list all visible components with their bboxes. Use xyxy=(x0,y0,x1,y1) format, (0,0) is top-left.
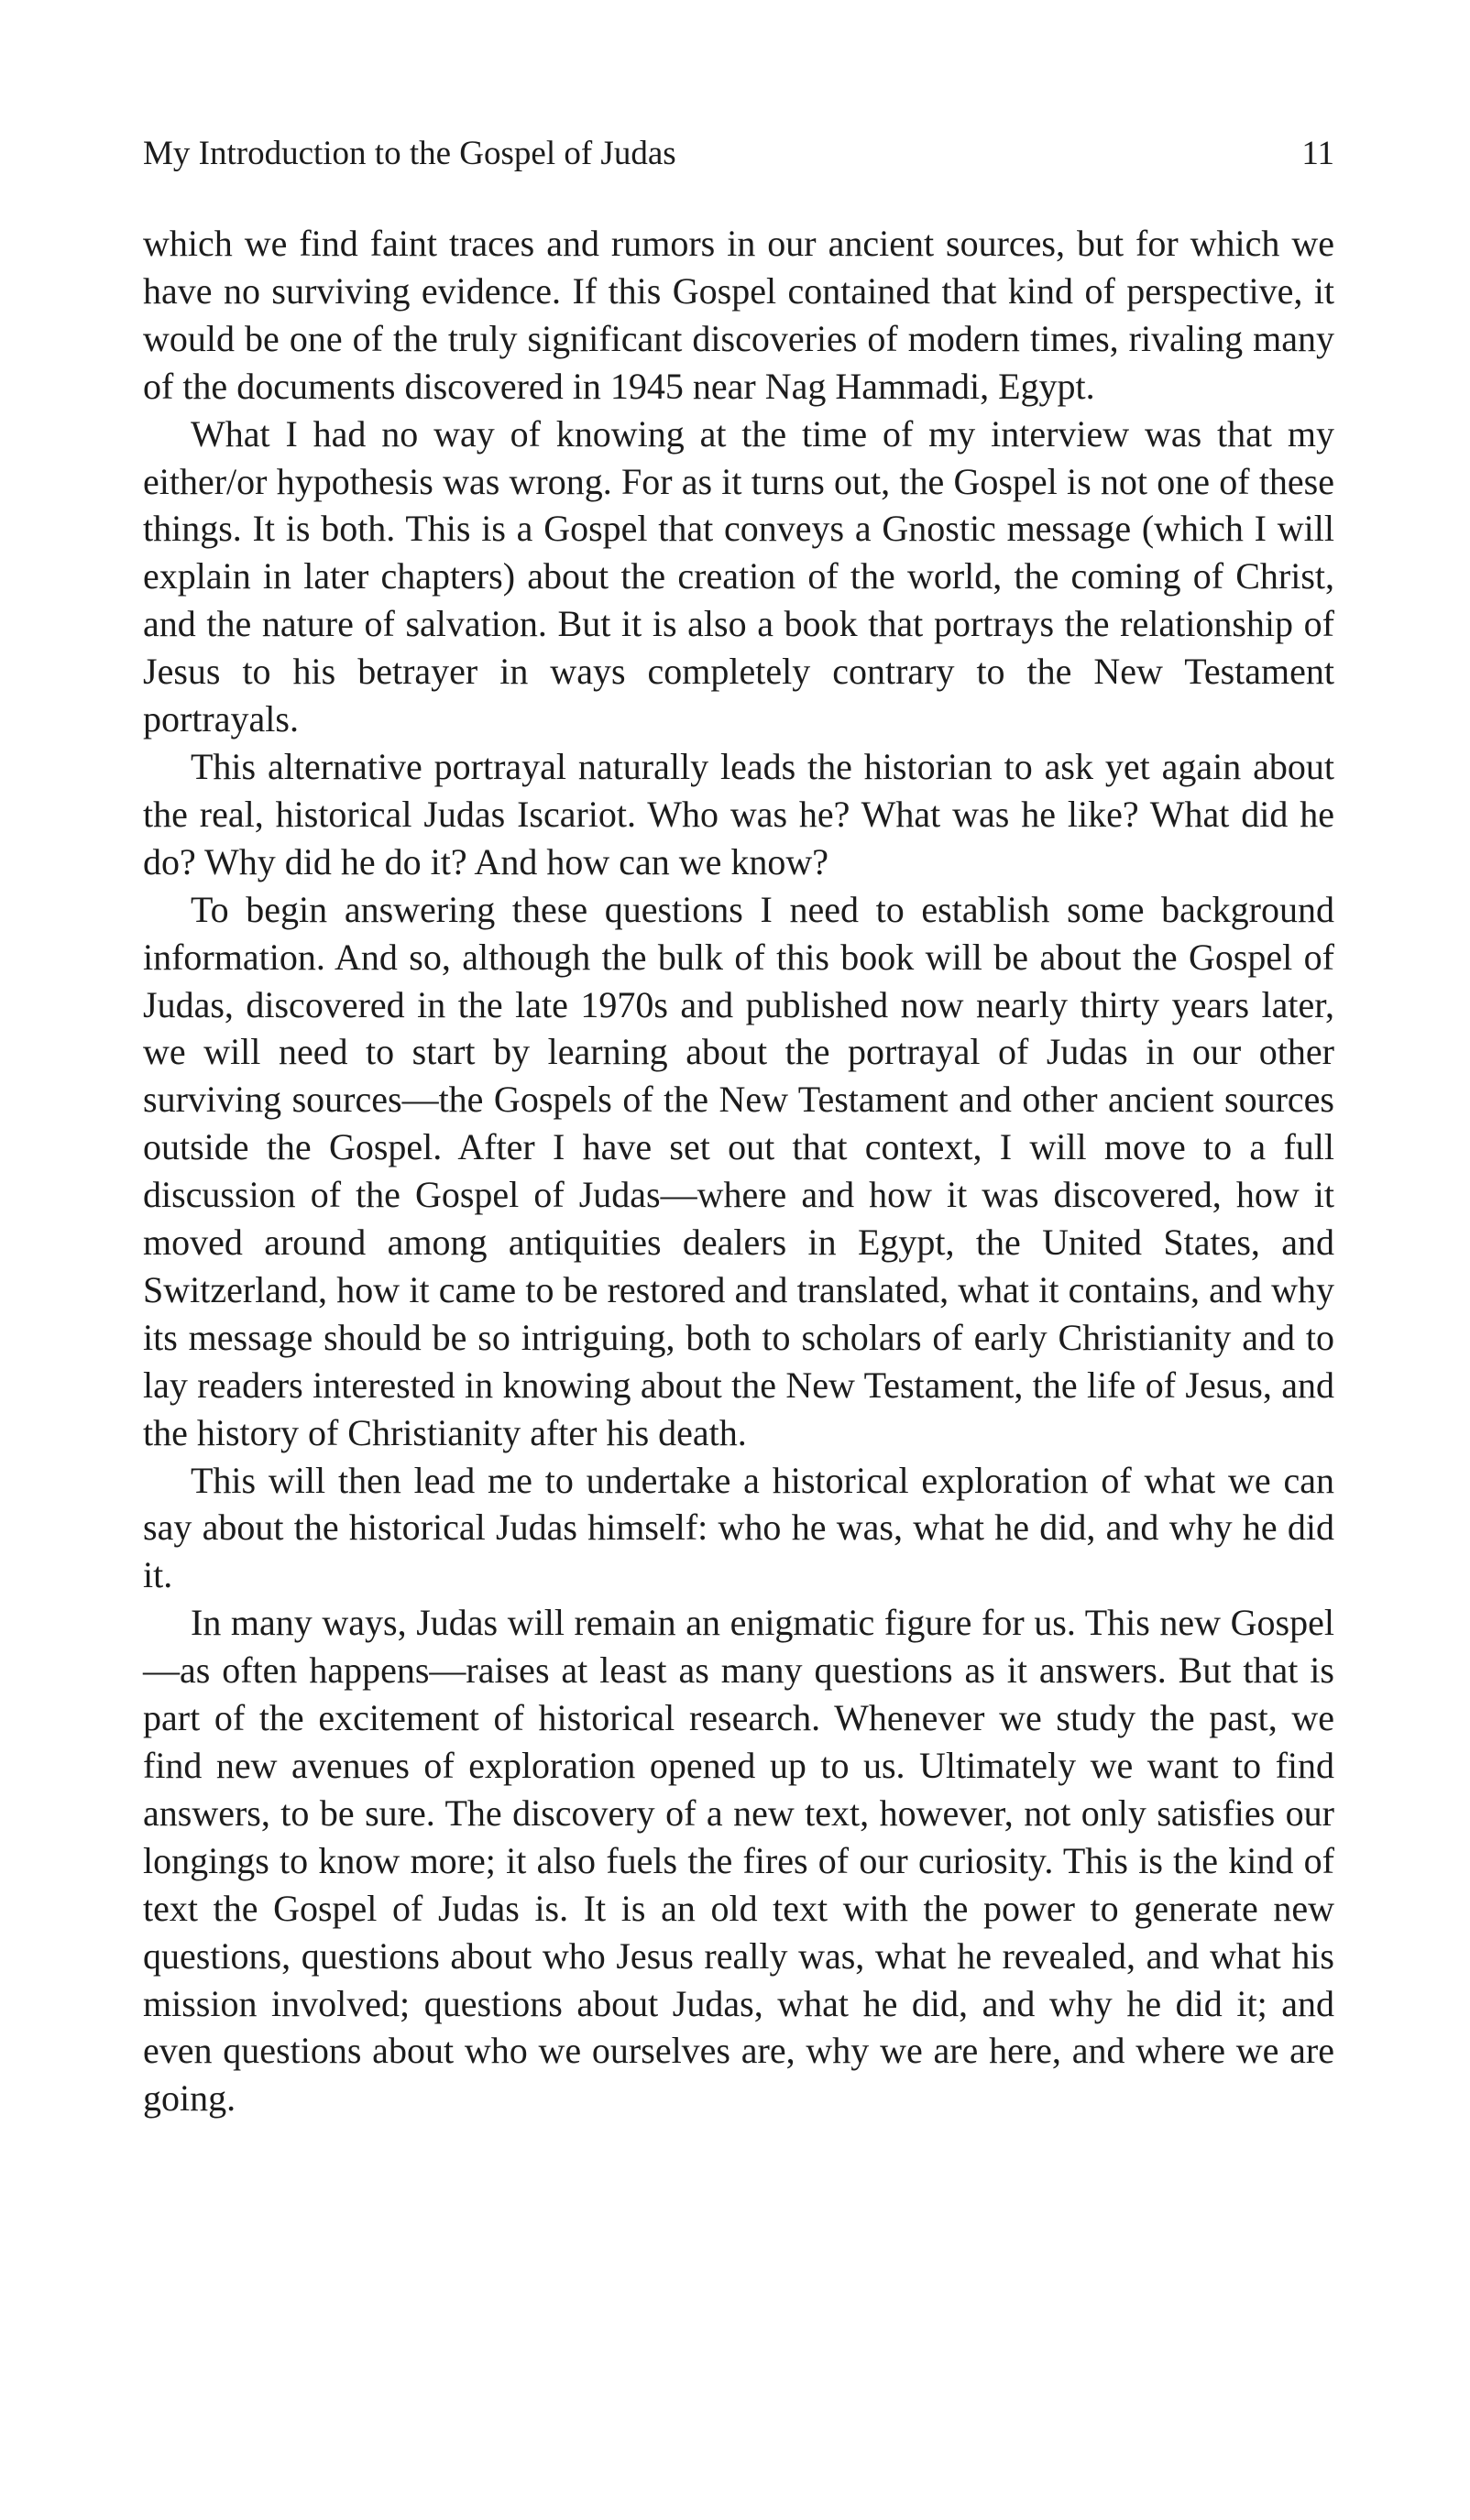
book-page xyxy=(143,0,1334,2520)
paragraph: This will then lead me to undertake a historical exploration of what we can say about the historical Judas himself: who he was, what he did, and why he did it. xyxy=(143,1459,1334,1596)
paragraph: What I had no way of knowing at the time of my interview was that my either/or hypothesis was wrong. For as it turns out, the Gospel is not one of these things. It is both. This is a Gospel that conveys a Gnostic message (which I will explain in later chapters) about the creation of the world, the coming of Christ, and the nature of salvation. But it is also a book that portrays the relationship of Jesus to his betrayer in ways completely contrary to the New Testament portrayals. xyxy=(143,412,1334,740)
running-title: My Introduction to the Gospel of Judas xyxy=(143,135,676,172)
body-text xyxy=(143,220,1334,2122)
paragraph: To begin answering these questions I need to establish some background information. And so, although the bulk of this book will be about the Gospel of Judas, discovered in the late 1970s and published now nearly thirty years later, we will need to start by learning about the portrayal of Judas in our other surviving sources—the Gospels of the New Testament and other ancient sources outside the Gospel. After I have set out that context, I will move to a full discussion of the Gospel of Judas—where and how it was discovered, how it moved around among antiquities dealers in Egypt, the United States, and Switzerland, how it came to be restored and translated, what it contains, and why its message should be so intriguing, both to scholars of early Christianity and to lay readers interested in knowing about the New Testament, the life of Jesus, and the history of Christianity after his death. xyxy=(143,888,1334,1453)
running-head xyxy=(143,130,1334,178)
paragraph: which we find faint traces and rumors in our ancient sources, but for which we have no surviving evidence. If this Gospel contained that kind of perspective, it would be one of the truly significant discoveries of modern times, rivaling many of the documents discovered in 1945 near Nag Hammadi, Egypt. xyxy=(143,223,1334,407)
paragraph: In many ways, Judas will remain an enigmatic figure for us. This new Gospel—as often happens—raises at least as many questions as it answers. But that is part of the excitement of historical research. Whenever we study the past, we find new avenues of exploration opened up to us. Ultimately we want to find answers, to be sure. The discovery of a new text, however, not only satisfies our longings to know more; it also fuels the fires of our curiosity. This is the kind of text the Gospel of Judas is. It is an old text with the power to generate new questions, questions about who Jesus really was, what he revealed, and what his mission involved; questions about Judas, what he did, and why he did it; and even questions about who we ourselves are, why we are here, and where we are going. xyxy=(143,1602,1334,2120)
page-number: 11 xyxy=(1301,135,1334,172)
paragraph: This alternative portrayal naturally leads the historian to ask yet again about the real, historical Judas Iscariot. Who was he? What was he like? What did he do? Why did he do it? And how can we know? xyxy=(143,745,1334,882)
